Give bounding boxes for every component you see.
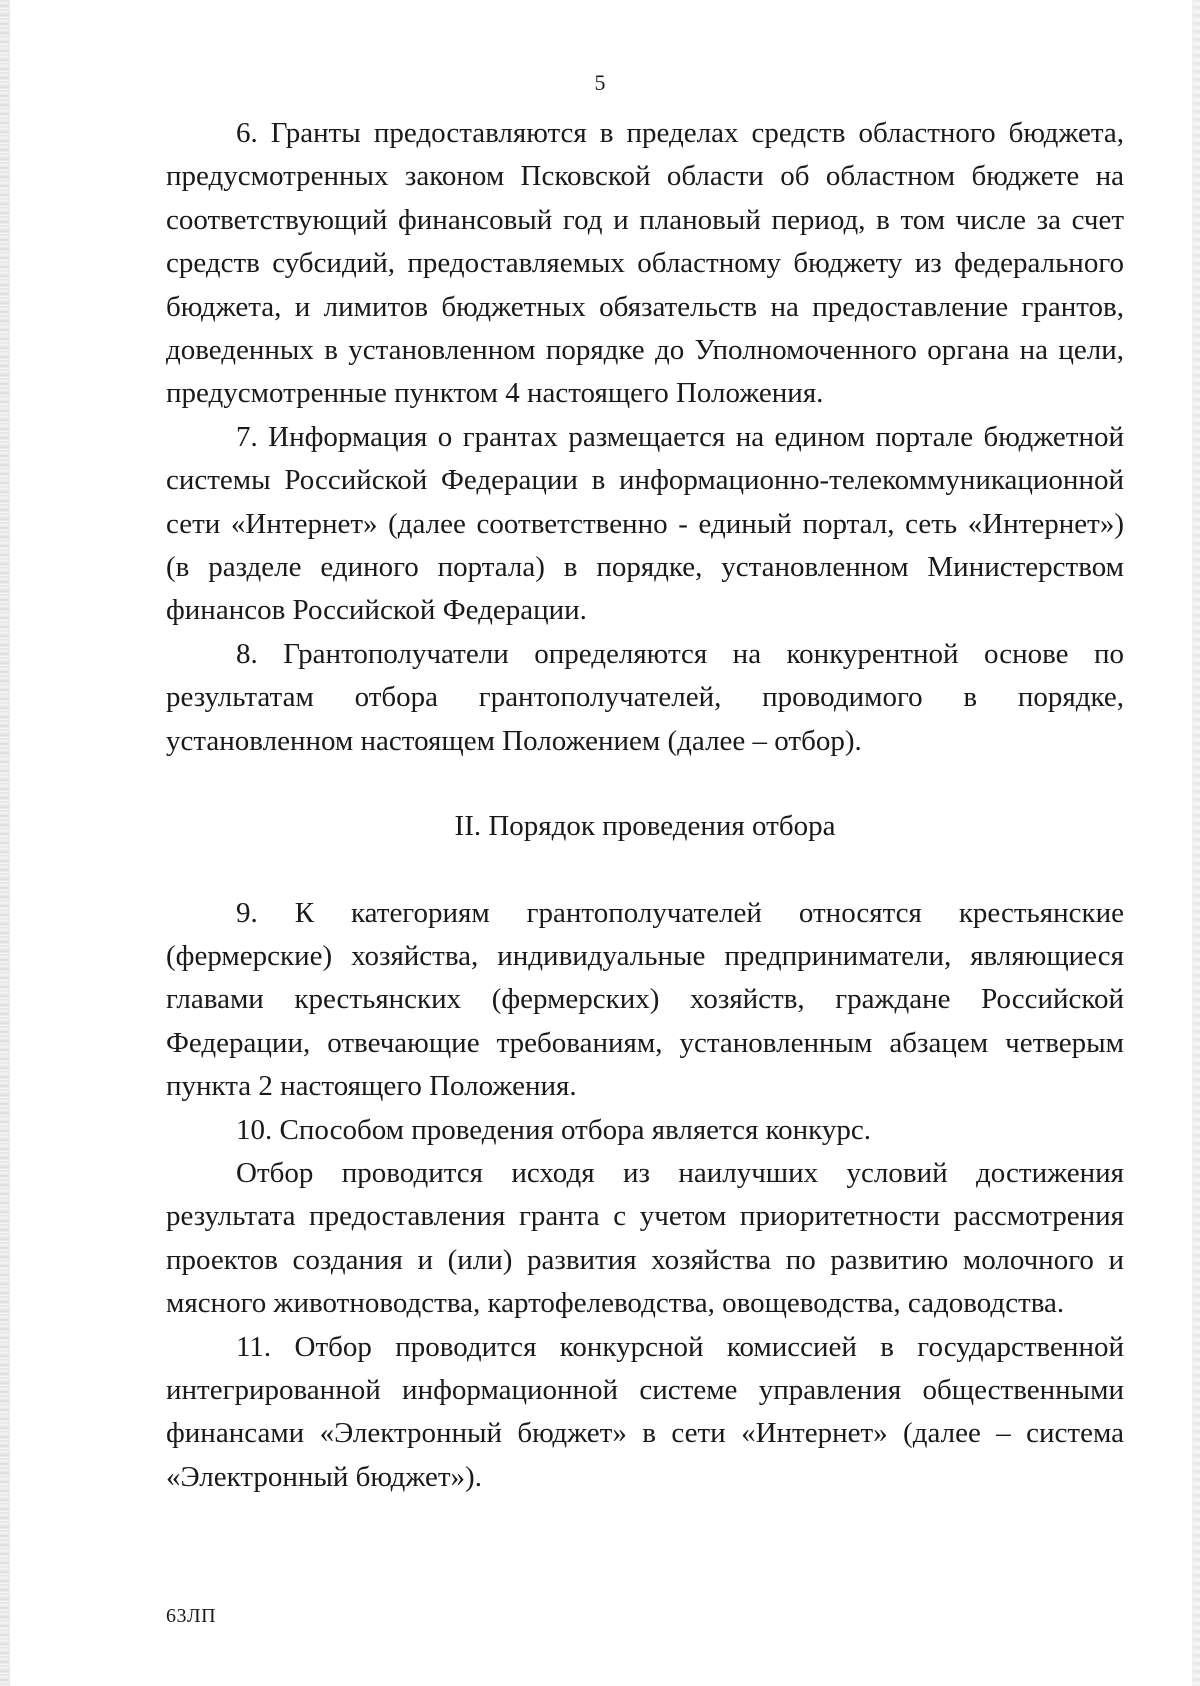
document-body	[166, 112, 1124, 1499]
paragraph-6: 6. Гранты предоставляются в пределах средств областного бюджета, предусмотренных законом Псковской области об областном бюджете на соответствующий финансовый год и плановый период, в том числе за счет средств субсидий, предоставляемых областному бюджету из федерального бюджета, и лимитов бюджетных обязательств на предоставление грантов, доведенных в установленном порядке до Уполномоченного органа на цели, предусмотренные пунктом 4 настоящего Положения.	[166, 117, 1124, 410]
paragraph-10-detail: Отбор проводится исходя из наилучших условий достижения результата предоставления гранта с учетом приоритетности рассмотрения проектов создания и (или) развития хозяйства по развитию молочного и мясного животноводства, картофелеводства, овощеводства, садоводства.	[166, 1156, 1124, 1320]
footer-document-code: 63ЛП	[166, 1605, 217, 1627]
scan-edge-left	[0, 0, 10, 1686]
page-number: 5	[594, 70, 606, 95]
paragraph-9: 9. К категориям грантополучателей относятся крестьянские (фермерские) хозяйства, индивидуальные предприниматели, являющиеся главами крестьянских (фермерских) хозяйств, граждане Российской Федерации, отвечающие требованиям, установленным абзацем четверым пункта 2 настоящего Положения.	[166, 896, 1124, 1103]
paragraph-7: 7. Информация о грантах размещается на едином портале бюджетной системы Российской Федерации в информационно-телекоммуникационной сети «Интернет» (далее соответственно - единый портал, сеть «Интернет») (в разделе единого портала) в порядке, установленном Министерством финансов Российской Федерации.	[166, 420, 1124, 627]
scan-edge-right	[1192, 0, 1200, 1686]
paragraph-10: 10. Способом проведения отбора является конкурс.	[236, 1113, 871, 1146]
paragraph-11: 11. Отбор проводится конкурсной комиссией в государственной интегрированной информационной системе управления общественными финансами «Электронный бюджет» в сети «Интернет» (далее – система «Электронный бюджет»).	[166, 1330, 1124, 1493]
section-heading: II. Порядок проведения отбора	[454, 810, 836, 843]
paragraph-8: 8. Грантополучатели определяются на конкурентной основе по результатам отбора грантополучателей, проводимого в порядке, установленном настоящем Положением (далее – отбор).	[166, 637, 1124, 757]
